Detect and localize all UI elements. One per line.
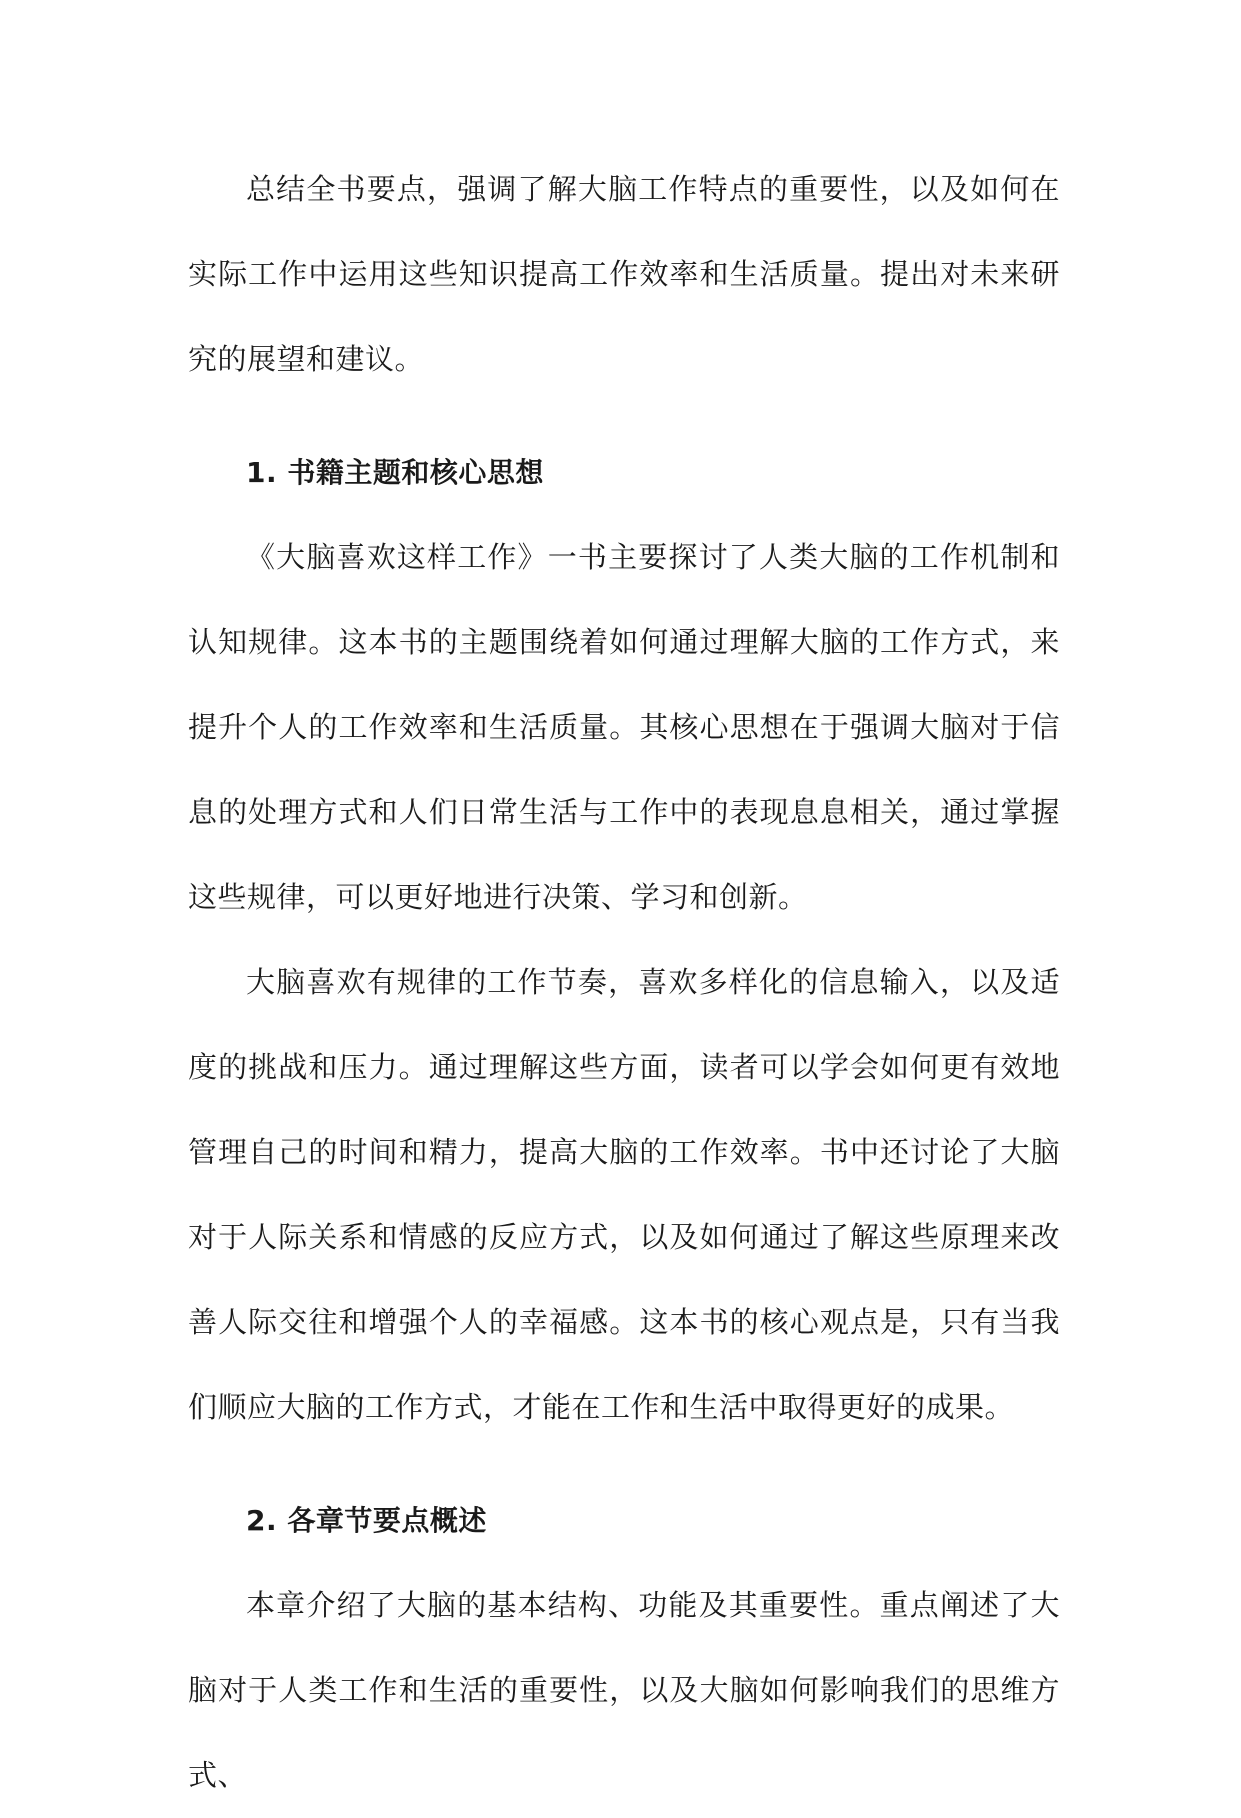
section-2-heading: 2. 各章节要点概述 [246, 1504, 487, 1537]
section-1-paragraph-1: 《大脑喜欢这样工作》一书主要探讨了人类大脑的工作机制和认知规律。这本书的主题围绕着如何通过理解大脑的工作方式，来提升个人的工作效率和生活质量。其核心思想在于强调大脑对于信息的处理方式和人们日常生活与工作中的表现息息相关，通过掌握这些规律，可以更好地进行决策、学习和创新。 [188, 540, 1060, 914]
section-gap [188, 402, 1060, 430]
intro-paragraph: 总结全书要点，强调了解大脑工作特点的重要性，以及如何在实际工作中运用这些知识提高工作效率和生活质量。提出对未来研究的展望和建议。 [188, 172, 1060, 376]
document-body [188, 147, 1060, 1818]
section-1-paragraph-2: 大脑喜欢有规律的工作节奏，喜欢多样化的信息输入，以及适度的挑战和压力。通过理解这些方面，读者可以学会如何更有效地管理自己的时间和精力，提高大脑的工作效率。书中还讨论了大脑对于人际关系和情感的反应方式，以及如何通过了解这些原理来改善人际交往和增强个人的幸福感。这本书的核心观点是，只有当我们顺应大脑的工作方式，才能在工作和生活中取得更好的成果。 [188, 965, 1060, 1424]
section-2-paragraph-1: 本章介绍了大脑的基本结构、功能及其重要性。重点阐述了大脑对于人类工作和生活的重要性，以及大脑如何影响我们的思维方式、 [188, 1588, 1060, 1792]
section-1-heading: 1. 书籍主题和核心思想 [246, 456, 544, 489]
section-gap [188, 1450, 1060, 1478]
